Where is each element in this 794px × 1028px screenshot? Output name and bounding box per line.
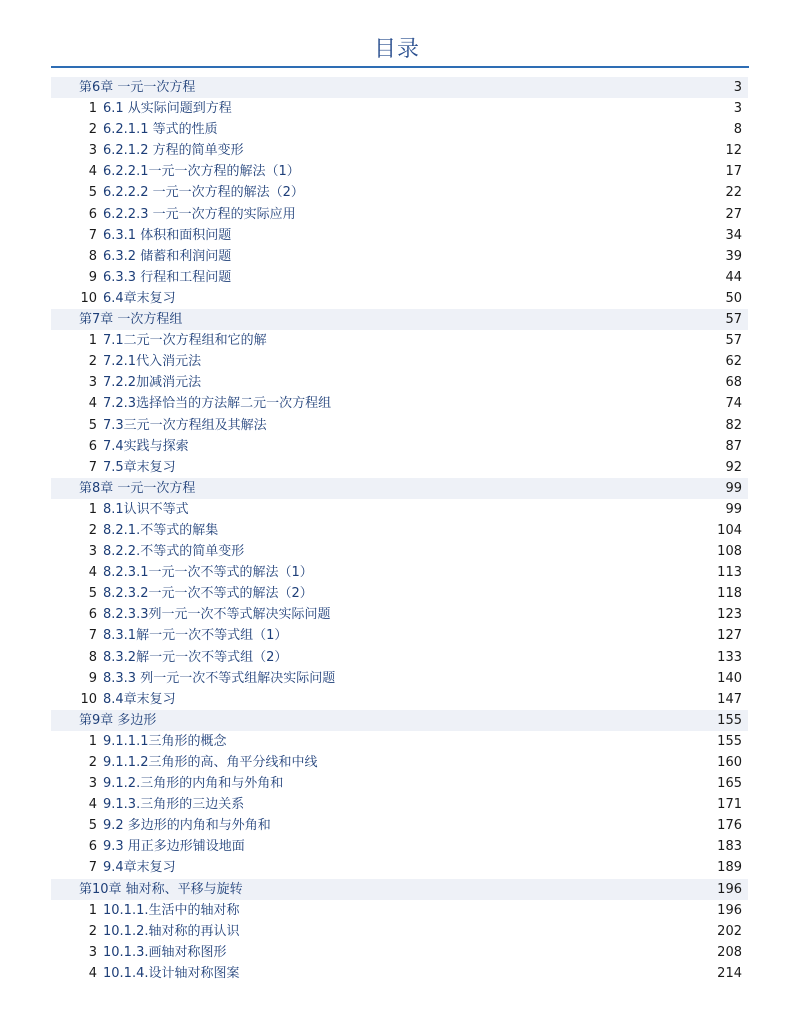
toc-entry-title: 6.3.1 体积和面积问题 (103, 227, 232, 243)
toc-section-row[interactable] (51, 140, 748, 161)
toc-section-row[interactable] (51, 541, 748, 562)
toc-section-row[interactable] (51, 182, 748, 203)
toc-entry-title: 7.3三元一次方程组及其解法 (103, 417, 267, 433)
toc-section-row[interactable] (51, 562, 748, 583)
toc-page-number: 68 (725, 375, 742, 391)
toc-entry-number: 1 (88, 733, 97, 749)
toc-entry-number: 4 (88, 396, 97, 412)
toc-section-row[interactable] (51, 815, 748, 836)
toc-section-row[interactable] (51, 731, 748, 752)
toc-entry-title: 第6章 一元一次方程 (79, 80, 196, 95)
toc-page-number: 27 (725, 206, 742, 222)
toc-entry-number: 5 (88, 818, 97, 834)
toc-entry-title: 7.5章末复习 (103, 459, 176, 475)
toc-entry-number: 3 (88, 944, 97, 960)
toc-page-number: 202 (717, 923, 742, 939)
toc-entry-number: 2 (88, 755, 97, 770)
toc-entry-title: 8.2.2.不等式的简单变形 (103, 544, 245, 560)
toc-entry-title: 8.2.1.不等式的解集 (103, 522, 219, 538)
toc-section-row[interactable] (51, 267, 748, 288)
toc-chapter-row[interactable] (51, 478, 748, 499)
toc-page-number: 3 (733, 101, 742, 117)
toc-page-number: 196 (717, 881, 742, 897)
toc-section-row[interactable] (51, 689, 748, 710)
toc-section-row[interactable] (51, 773, 748, 794)
toc-entry-title: 第8章 一元一次方程 (79, 480, 196, 496)
toc-section-row[interactable] (51, 288, 748, 309)
toc-page-number: 22 (725, 185, 742, 201)
toc-entry-number: 3 (88, 143, 97, 159)
toc-page-number: 50 (725, 290, 742, 306)
toc-entry-number: 7 (88, 860, 97, 876)
toc-section-row[interactable] (51, 457, 748, 478)
toc-section-row[interactable] (51, 393, 748, 414)
toc-entry-title: 9.2 多边形的内角和与外角和 (103, 818, 271, 834)
toc-page-number: 62 (725, 354, 742, 370)
toc-page-number: 155 (717, 733, 742, 749)
toc-section-row[interactable] (51, 119, 748, 140)
toc-entry-number: 1 (88, 101, 97, 117)
toc-entry-number: 8 (88, 248, 97, 264)
toc-page-number: 44 (725, 269, 742, 285)
toc-page-number: 12 (725, 143, 742, 159)
toc-entry-number: 4 (88, 565, 97, 581)
toc-page-number: 82 (725, 417, 742, 433)
toc-page-number: 113 (717, 565, 742, 581)
toc-entry-number: 9 (88, 269, 97, 285)
toc-section-row[interactable] (51, 604, 748, 625)
toc-page-number: 208 (717, 944, 742, 960)
toc-section-row[interactable] (51, 625, 748, 646)
toc-entry-number: 1 (88, 902, 97, 918)
toc-page-number: 99 (725, 480, 742, 496)
toc-entry-title: 9.1.2.三角形的内角和与外角和 (103, 776, 284, 792)
toc-entry-title: 第7章 一次方程组 (79, 312, 183, 328)
toc-entry-title: 6.1 从实际问题到方程 (103, 101, 232, 117)
toc-chapter-row[interactable] (51, 710, 748, 731)
toc-entry-title: 6.2.1.1 等式的性质 (103, 122, 218, 138)
toc-section-row[interactable] (51, 330, 748, 351)
toc-section-row[interactable] (51, 921, 748, 942)
toc-entry-title: 6.3.2 储蓄和利润问题 (103, 248, 232, 264)
toc-entry-number: 2 (88, 522, 97, 538)
toc-entry-title: 9.3 用正多边形铺设地面 (103, 839, 245, 855)
toc-entry-title: 7.1二元一次方程组和它的解 (103, 333, 267, 349)
toc-page-number: 34 (725, 227, 742, 243)
toc-entry-number: 4 (88, 164, 97, 180)
toc-list (51, 77, 748, 984)
toc-page-number: 8 (733, 122, 742, 138)
toc-entry-title: 8.3.3 列一元一次不等式组解决实际问题 (103, 670, 336, 686)
toc-entry-title: 8.2.3.1一元一次不等式的解法（1） (103, 565, 313, 581)
toc-section-row[interactable] (51, 836, 748, 857)
toc-entry-number: 6 (88, 839, 97, 855)
toc-section-row[interactable] (51, 520, 748, 541)
toc-entry-title: 9.1.3.三角形的三边关系 (103, 797, 245, 813)
toc-page-number: 99 (725, 501, 742, 517)
toc-page-number: 189 (717, 860, 742, 876)
toc-section-row[interactable] (51, 204, 748, 225)
toc-entry-title: 6.2.2.2 一元一次方程的解法（2） (103, 185, 304, 201)
toc-page-number: 147 (717, 691, 742, 707)
toc-section-row[interactable] (51, 752, 748, 773)
toc-entry-title: 10.1.4.设计轴对称图案 (103, 965, 240, 981)
toc-page-number: 39 (725, 248, 742, 264)
toc-entry-number: 3 (88, 544, 97, 560)
toc-entry-title: 8.2.3.2一元一次不等式的解法（2） (103, 586, 313, 602)
toc-section-row[interactable] (51, 668, 748, 689)
toc-entry-title: 6.4章末复习 (103, 290, 176, 306)
toc-page-number: 57 (725, 312, 742, 328)
toc-entry-title: 10.1.2.轴对称的再认识 (103, 923, 240, 939)
toc-page-number: 108 (717, 544, 742, 560)
toc-entry-number: 10 (80, 290, 97, 306)
toc-page-number: 17 (725, 164, 742, 180)
toc-entry-number: 7 (88, 459, 97, 475)
toc-page-number: 57 (725, 333, 742, 349)
toc-entry-number: 7 (88, 628, 97, 644)
toc-page-number: 123 (717, 607, 742, 623)
toc-entry-number: 3 (88, 375, 97, 391)
toc-entry-title: 10.1.3.画轴对称图形 (103, 944, 227, 960)
toc-page-number: 87 (725, 438, 742, 454)
toc-page-number: 176 (717, 818, 742, 834)
toc-section-row[interactable] (51, 942, 748, 963)
toc-entry-number: 5 (88, 586, 97, 602)
toc-entry-title: 7.2.2加减消元法 (103, 375, 202, 391)
title-divider (51, 66, 749, 68)
toc-page-number: 104 (717, 522, 742, 538)
toc-section-row[interactable] (51, 583, 748, 604)
toc-chapter-row[interactable] (51, 309, 748, 330)
toc-entry-number: 4 (88, 965, 97, 981)
toc-section-row[interactable] (51, 794, 748, 815)
toc-page-number: 196 (717, 902, 742, 918)
toc-entry-number: 8 (88, 649, 97, 665)
toc-entry-number: 1 (88, 501, 97, 517)
toc-entry-number: 2 (88, 122, 97, 138)
toc-entry-title: 8.3.2解一元一次不等式组（2） (103, 649, 288, 665)
toc-entry-title: 8.4章末复习 (103, 691, 176, 707)
page-title: 目录 (373, 37, 420, 62)
toc-page-number: 183 (717, 839, 742, 855)
toc-entry-title: 9.4章末复习 (103, 860, 176, 876)
toc-page-number: 214 (717, 965, 742, 981)
toc-entry-title: 7.2.1代入消元法 (103, 354, 202, 370)
toc-entry-number: 3 (88, 776, 97, 792)
toc-page-number: 92 (725, 459, 742, 475)
toc-page-number: 165 (717, 776, 742, 792)
toc-entry-number: 2 (88, 923, 97, 939)
toc-section-row[interactable] (51, 161, 748, 182)
toc-entry-title: 第9章 多边形 (79, 712, 157, 728)
toc-chapter-row[interactable] (51, 77, 748, 98)
toc-entry-number: 6 (88, 438, 97, 454)
toc-section-row[interactable] (51, 647, 748, 668)
toc-entry-title: 7.4实践与探索 (103, 438, 189, 454)
toc-entry-number: 5 (88, 185, 97, 201)
toc-page-number: 140 (717, 670, 742, 686)
toc-page-number: 133 (717, 649, 742, 665)
toc-section-row[interactable] (51, 499, 748, 520)
toc-entry-number: 6 (88, 206, 97, 222)
toc-entry-number: 2 (88, 354, 97, 370)
toc-entry-title: 7.2.3选择恰当的方法解二元一次方程组 (103, 396, 332, 412)
toc-entry-number: 9 (88, 670, 97, 686)
toc-page-number: 74 (725, 396, 742, 412)
toc-entry-title: 6.3.3 行程和工程问题 (103, 269, 232, 285)
toc-entry-number: 4 (88, 797, 97, 813)
toc-section-row[interactable] (51, 246, 748, 267)
toc-page-number: 3 (733, 80, 742, 95)
toc-section-row[interactable] (51, 900, 748, 921)
toc-page-number: 118 (717, 586, 742, 602)
toc-chapter-row[interactable] (51, 879, 748, 900)
toc-section-row[interactable] (51, 351, 748, 372)
toc-entry-title: 第10章 轴对称、平移与旋转 (79, 881, 243, 897)
toc-page-number: 160 (717, 755, 742, 770)
toc-section-row[interactable] (51, 857, 748, 878)
toc-entry-number: 10 (80, 691, 97, 707)
toc-page-number: 171 (717, 797, 742, 813)
toc-section-row[interactable] (51, 415, 748, 436)
toc-entry-title: 9.1.1.1三角形的概念 (103, 733, 227, 749)
toc-section-row[interactable] (51, 963, 748, 984)
toc-entry-title: 6.2.1.2 方程的简单变形 (103, 143, 244, 159)
toc-entry-title: 8.2.3.3列一元一次不等式解决实际问题 (103, 607, 331, 623)
toc-entry-title: 8.3.1解一元一次不等式组（1） (103, 628, 288, 644)
toc-page-number: 127 (717, 628, 742, 644)
toc-entry-title: 10.1.1.生活中的轴对称 (103, 902, 240, 918)
toc-entry-number: 5 (88, 417, 97, 433)
toc-section-row[interactable] (51, 225, 748, 246)
toc-entry-number: 1 (88, 333, 97, 349)
toc-section-row[interactable] (51, 98, 748, 119)
toc-entry-number: 6 (88, 607, 97, 623)
toc-entry-title: 9.1.1.2三角形的高、角平分线和中线 (103, 755, 318, 770)
toc-entry-title: 6.2.2.3 一元一次方程的实际应用 (103, 206, 296, 222)
toc-page-number: 155 (717, 712, 742, 728)
toc-section-row[interactable] (51, 436, 748, 457)
toc-entry-title: 6.2.2.1一元一次方程的解法（1） (103, 164, 300, 180)
toc-entry-title: 8.1认识不等式 (103, 501, 189, 517)
toc-section-row[interactable] (51, 372, 748, 393)
toc-entry-number: 7 (88, 227, 97, 243)
